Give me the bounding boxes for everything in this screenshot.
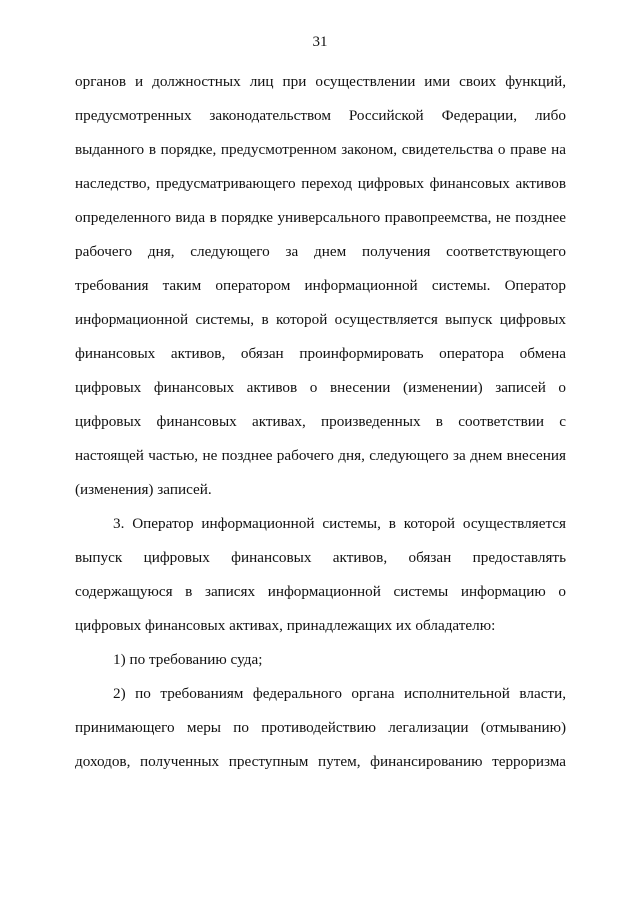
document-body	[75, 65, 566, 779]
page-number: 31	[312, 34, 328, 50]
paragraph-item-2: 2) по требованиям федерального органа исполнительной власти, принимающего меры по противодействию легализации (отмыванию) доходов, полученных преступным путем, финансированию терроризма	[75, 685, 566, 770]
paragraph-continuation: органов и должностных лиц при осуществлении ими своих функций, предусмотренных законодательством Российской Федерации, либо выданного в порядке, предусмотренном законом, свидетельства о праве на наследство, предусматривающего переход цифровых финансовых активов определенного вида в порядке универсального правопреемства, не позднее рабочего дня, следующего за днем получения соответствующего требования таким оператором информационной системы. Оператор информационной системы, в которой осуществляется выпуск цифровых финансовых активов, обязан проинформировать оператора обмена цифровых финансовых активов о внесении (изменении) записей о цифровых финансовых активах, произведенных в соответствии с настоящей частью, не позднее рабочего дня, следующего за днем внесения (изменения) записей.	[75, 73, 566, 498]
paragraph-clause-3: 3. Оператор информационной системы, в которой осуществляется выпуск цифровых финансовых активов, обязан предоставлять содержащуюся в записях информационной системы информацию о цифровых финансовых активах, принадлежащих их обладателю:	[75, 515, 566, 634]
paragraph-item-1: 1) по требованию суда;	[113, 651, 263, 668]
